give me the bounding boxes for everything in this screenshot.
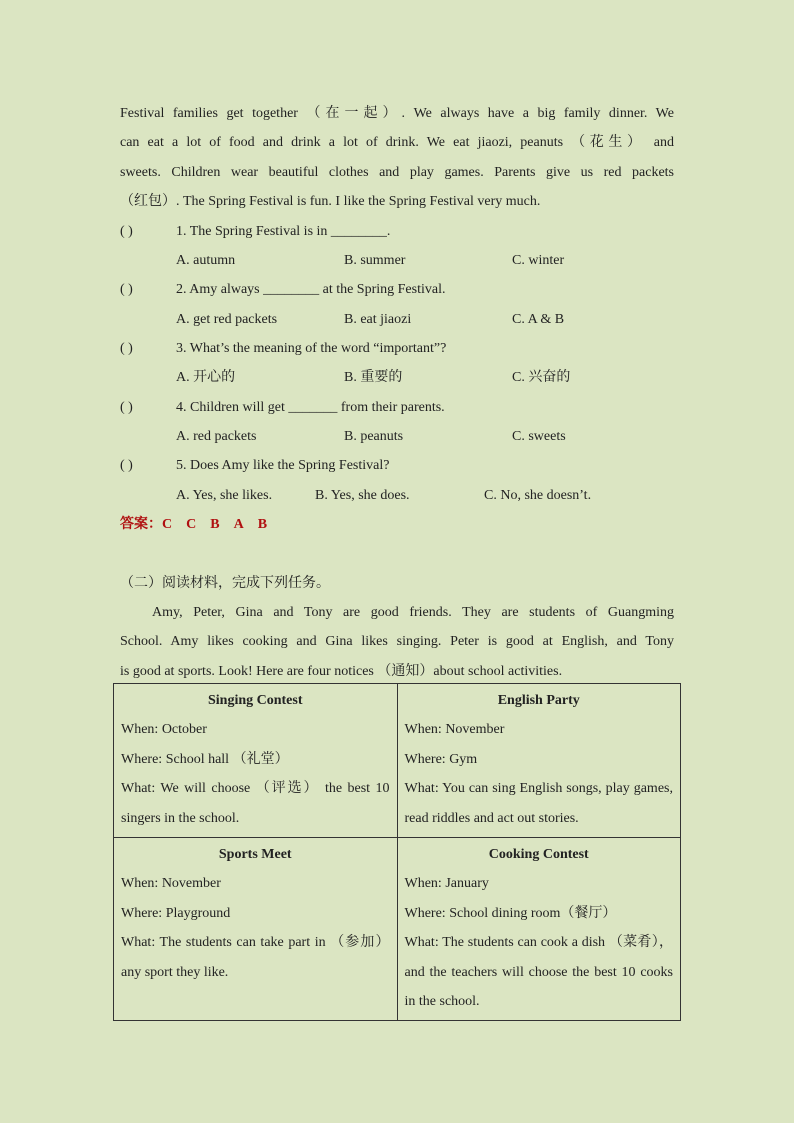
option-b[interactable]: B. 重要的 xyxy=(344,370,403,385)
question-text: 4. Children will get _______ from their parents. xyxy=(176,400,445,415)
notice-title: English Party xyxy=(497,693,580,708)
question-1 xyxy=(120,217,390,246)
notice-title: Singing Contest xyxy=(207,693,303,708)
option-a[interactable]: A. get red packets xyxy=(176,312,278,327)
notice-where: Where: Gym xyxy=(404,751,478,767)
question-3-options xyxy=(176,363,676,392)
notice-when: When: October xyxy=(121,722,207,738)
section-2-intro-line-1: Amy, Peter, Gina and Tony are good friends. They are students of Guangming xyxy=(152,605,674,620)
answer-blank[interactable]: ( ) xyxy=(120,400,133,415)
table-row xyxy=(114,684,681,838)
notice-singing-contest xyxy=(114,684,398,838)
option-a[interactable]: A. Yes, she likes. xyxy=(176,488,273,503)
option-b[interactable]: B. peanuts xyxy=(344,429,404,444)
notice-what: What: The students can cook a dish （菜肴），and the teachers will choose the best 10 cooks in the school. xyxy=(404,935,673,1010)
answer-1: C xyxy=(162,517,173,532)
option-c[interactable]: C. winter xyxy=(512,253,565,268)
notice-when: When: January xyxy=(404,876,489,892)
notice-when: When: November xyxy=(404,722,505,738)
option-a[interactable]: A. red packets xyxy=(176,429,257,444)
question-5 xyxy=(120,451,389,480)
question-5-options xyxy=(176,481,676,510)
option-a[interactable]: A. autumn xyxy=(176,253,236,268)
answer-4: A xyxy=(233,517,244,532)
question-text: 2. Amy always ________ at the Spring Festival. xyxy=(176,282,446,297)
option-b[interactable]: B. eat jiaozi xyxy=(344,312,412,327)
question-text: 1. The Spring Festival is in ________. xyxy=(176,224,391,239)
option-c[interactable]: C. No, she doesn’t. xyxy=(484,488,592,503)
question-3 xyxy=(120,334,446,363)
question-text: 5. Does Amy like the Spring Festival? xyxy=(176,458,390,473)
notice-title: Sports Meet xyxy=(218,847,292,863)
passage-line-2: can eat a lot of food and drink a lot of drink. We eat jiaozi, peanuts （花生） and xyxy=(120,135,674,150)
option-c[interactable]: C. A & B xyxy=(512,312,565,327)
section-2-intro-line-2: School. Amy likes cooking and Gina likes singing. Peter is good at English, and Tony xyxy=(120,634,674,649)
notice-where: Where: Playground xyxy=(121,905,231,921)
option-b[interactable]: B. Yes, she does. xyxy=(315,488,410,503)
notice-title: Cooking Contest xyxy=(488,847,589,863)
notice-sports-meet xyxy=(114,838,398,1021)
notice-where: Where: School hall （礼堂） xyxy=(121,751,289,767)
option-b[interactable]: B. summer xyxy=(344,253,406,268)
notice-when: When: November xyxy=(121,876,221,892)
notices-table xyxy=(113,683,681,1021)
notice-what: What: We will choose （评选） the best 10 singers in the school. xyxy=(121,781,390,826)
answer-blank[interactable]: ( ) xyxy=(120,458,133,473)
notice-what: What: The students can take part in （参加）any sport they like. xyxy=(121,935,390,980)
option-c[interactable]: C. 兴奋的 xyxy=(512,370,571,385)
question-2-options xyxy=(176,305,676,334)
answer-3: B xyxy=(210,517,220,532)
question-4-options xyxy=(176,422,676,451)
notice-where: Where: School dining room（餐厅） xyxy=(404,905,617,921)
section-2-title: （二）阅读材料，完成下列任务。 xyxy=(120,575,330,591)
notice-cooking-contest xyxy=(397,838,681,1021)
answer-blank[interactable]: ( ) xyxy=(120,224,133,239)
answer-5: B xyxy=(257,517,268,532)
question-1-options xyxy=(176,246,676,275)
table-row xyxy=(114,838,681,1021)
notice-what: What: You can sing English songs, play games, read riddles and act out stories. xyxy=(404,781,673,826)
question-2 xyxy=(120,275,445,304)
answer-label: 答案： xyxy=(120,516,162,532)
passage-line-3: sweets. Children wear beautiful clothes and play games. Parents give us red packets xyxy=(120,165,674,180)
answer-key xyxy=(120,510,281,539)
notice-english-party xyxy=(397,684,681,838)
question-text: 3. What’s the meaning of the word “important”? xyxy=(176,341,447,356)
option-c[interactable]: C. sweets xyxy=(512,429,566,444)
answer-2: C xyxy=(186,517,197,532)
passage-line-4: （红包）. The Spring Festival is fun. I like the Spring Festival very much. xyxy=(120,194,541,209)
passage-line-1: Festival families get together （在一起）. We always have a big family dinner. We xyxy=(120,106,674,121)
answer-blank[interactable]: ( ) xyxy=(120,282,133,297)
answer-blank[interactable]: ( ) xyxy=(120,341,133,356)
option-a[interactable]: A. 开心的 xyxy=(176,370,236,385)
question-4 xyxy=(120,393,445,422)
section-2-intro-line-3: is good at sports. Look! Here are four notices （通知）about school activities. xyxy=(120,664,563,679)
